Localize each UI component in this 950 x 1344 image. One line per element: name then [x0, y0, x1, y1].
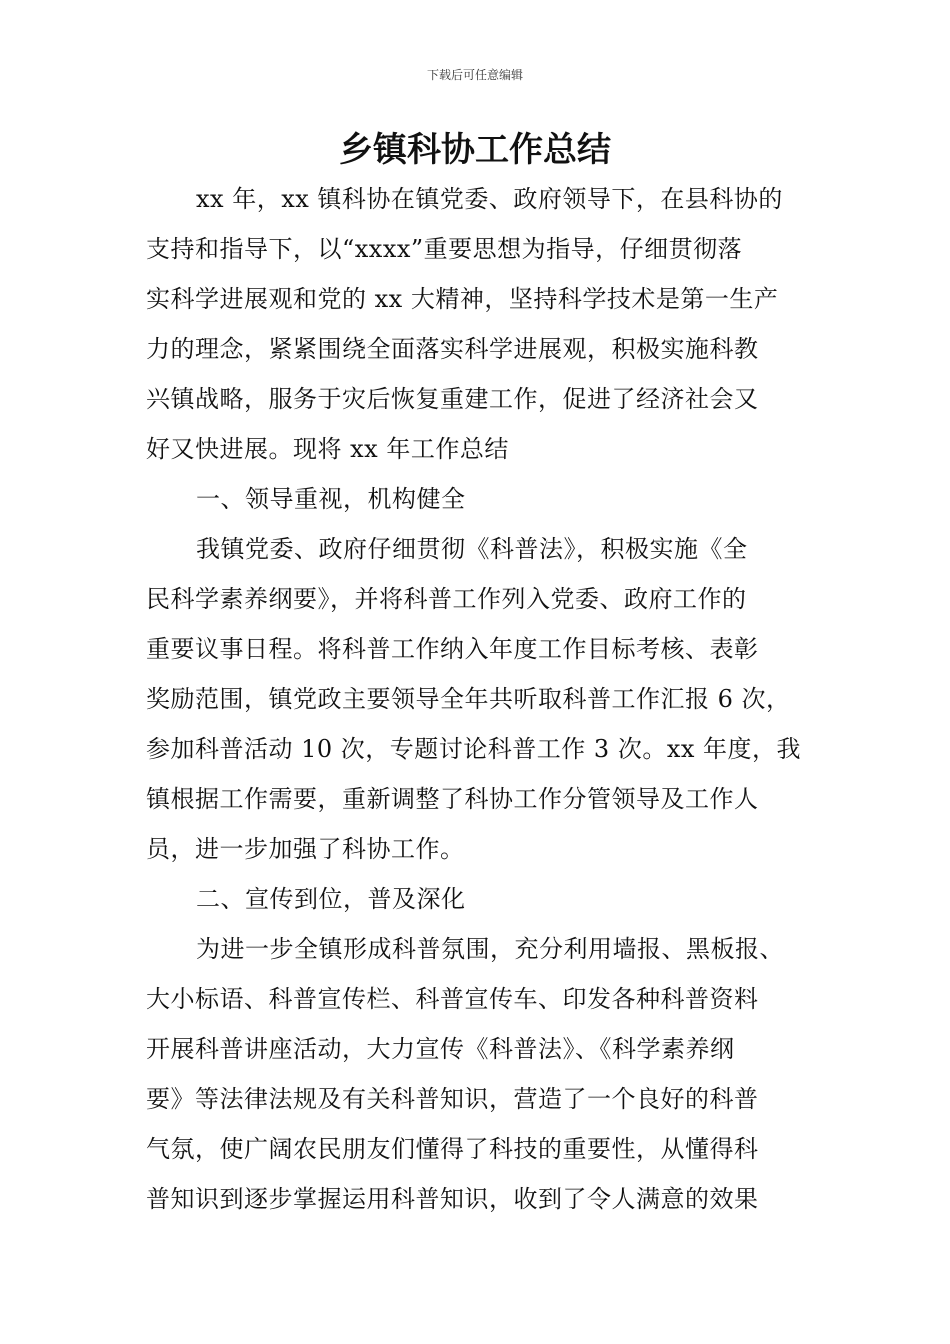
- document-body: [146, 174, 811, 1224]
- body-line: 力的理念，紧紧围绕全面落实科学进展观，积极实施科教: [146, 335, 759, 363]
- body-line: 二、宣传到位，普及深化: [196, 885, 466, 913]
- body-line: 我镇党委、政府仔细贯彻《科普法》，积极实施《全: [196, 535, 748, 563]
- body-line: 支持和指导下，以“xxxx”重要思想为指导，仔细贯彻落: [146, 235, 743, 263]
- body-line: 民科学素养纲要》，并将科普工作列入党委、政府工作的: [146, 585, 747, 613]
- body-line: 员，进一步加强了科协工作。: [146, 835, 465, 863]
- body-line: 重要议事日程。将科普工作纳入年度工作目标考核、表彰: [146, 635, 759, 663]
- body-line: 一、领导重视，机构健全: [196, 485, 466, 513]
- body-line: 气氛，使广阔农民朋友们懂得了科技的重要性，从懂得科: [146, 1135, 759, 1163]
- header-note: 下载后可任意编辑: [426, 68, 523, 82]
- body-line: 普知识到逐步掌握运用科普知识，收到了令人满意的效果: [146, 1185, 759, 1213]
- body-line: 参加科普活动 10 次，专题讨论科普工作 3 次。xx 年度，我: [146, 735, 802, 763]
- body-line: 为进一步全镇形成科普氛围，充分利用墙报、黑板报、: [196, 935, 784, 963]
- body-line: 要》等法律法规及有关科普知识，营造了一个良好的科普: [146, 1085, 759, 1113]
- body-line: 大小标语、科普宣传栏、科普宣传车、印发各种科普资料: [146, 985, 759, 1013]
- body-line: 兴镇战略，服务于灾后恢复重建工作，促进了经济社会又: [146, 385, 759, 413]
- document-title: 乡镇科协工作总结: [339, 130, 611, 170]
- body-line: 实科学进展观和党的 xx 大精神，坚持科学技术是第一生产: [146, 285, 779, 313]
- body-line: 奖励范围，镇党政主要领导全年共听取科普工作汇报 6 次，: [146, 685, 791, 713]
- body-line: 好又快进展。现将 xx 年工作总结: [146, 435, 509, 463]
- body-line: 开展科普讲座活动，大力宣传《科普法》、《科学素养纲: [146, 1035, 735, 1063]
- body-line: xx 年，xx 镇科协在镇党委、政府领导下，在县科协的: [196, 185, 783, 213]
- body-line: 镇根据工作需要，重新调整了科协工作分管领导及工作人: [146, 785, 759, 813]
